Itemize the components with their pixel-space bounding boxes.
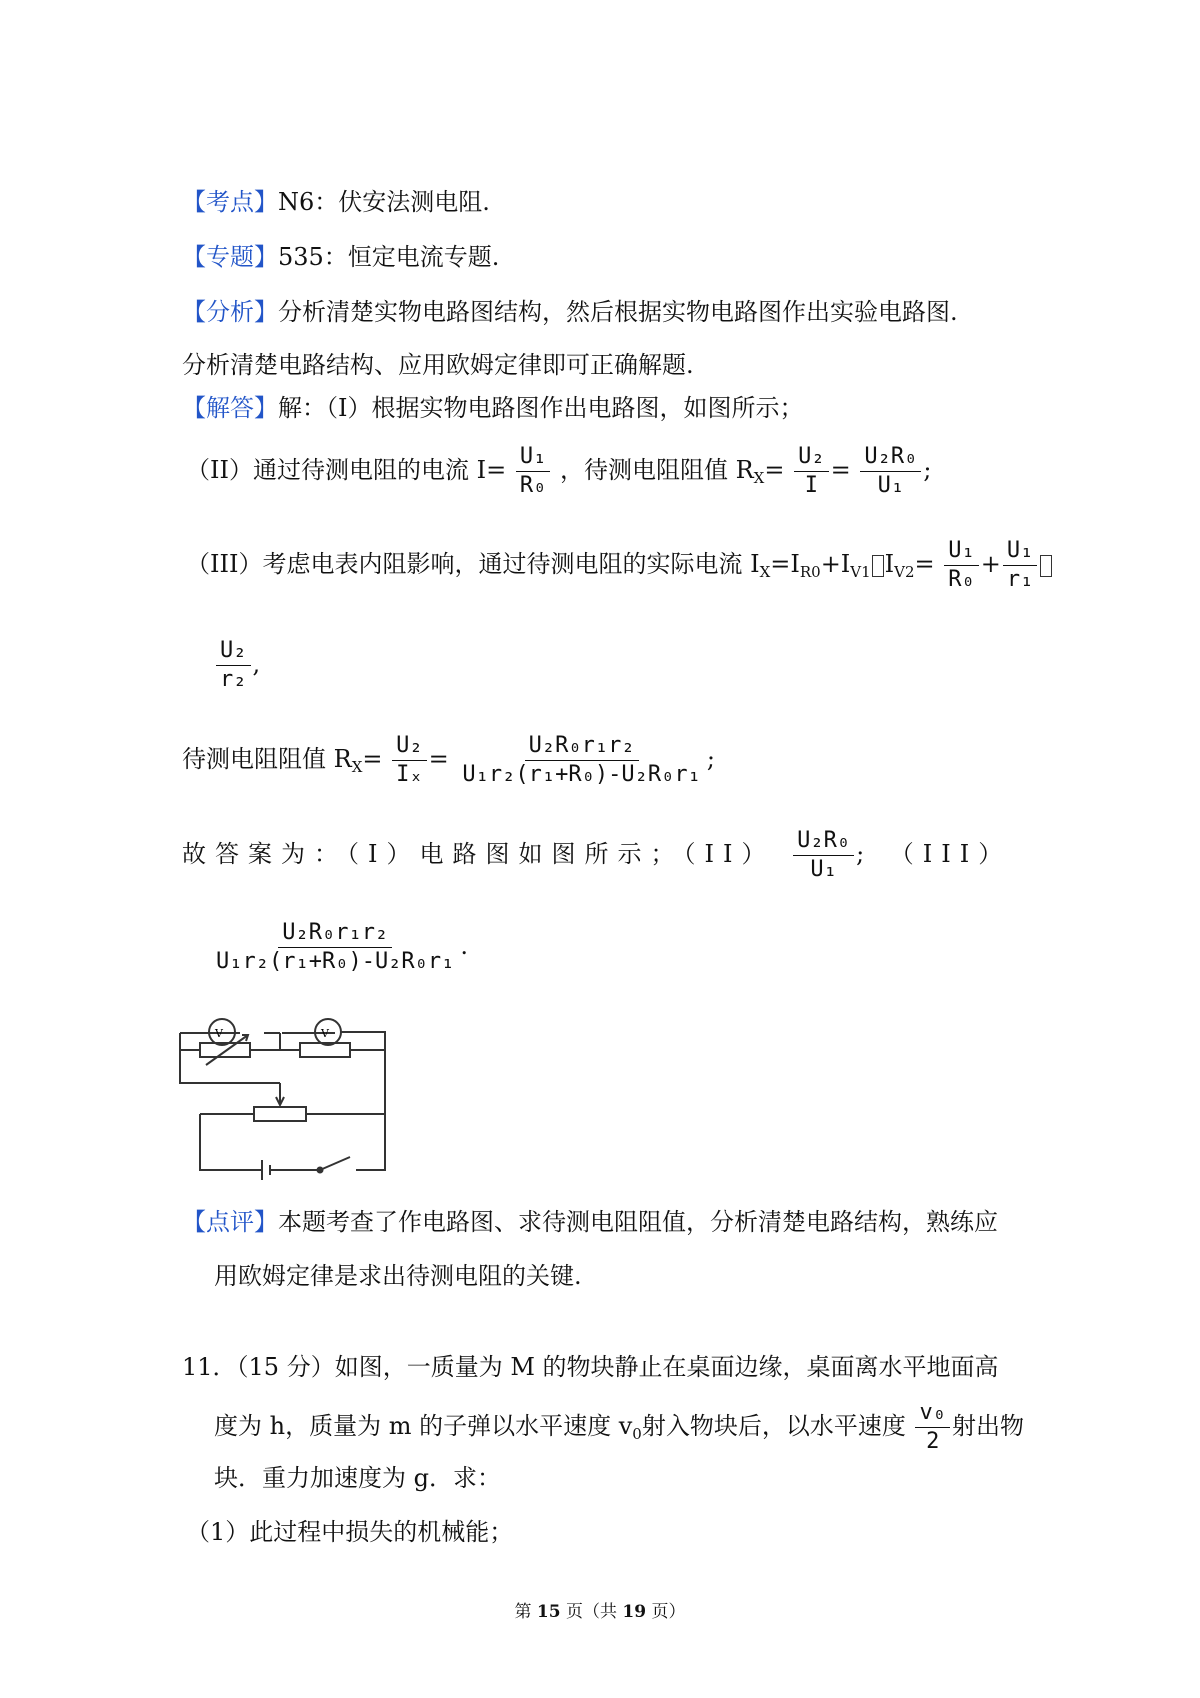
text-fenxi-2: 分析清楚电路结构、应用欧姆定律即可正确解题.	[182, 351, 694, 379]
part3-pre: （III）考虑电表内阻影响，通过待测电阻的实际电流 I	[186, 550, 760, 578]
line-jieda	[182, 396, 803, 420]
line-fenxi-2	[182, 353, 694, 377]
frac-u2-ix: $\frac{\text{U₂}}{\text{Iₓ}}$	[392, 735, 427, 786]
part2-mid: ，待测电阻阻值 R	[559, 456, 754, 484]
line-part2: （II）通过待测电阻的电流 I= $\frac{\text{U₁}}{\text{R₀}}$ ，待测电阻阻值 $R_X=$ $\frac{\text{U₂}}{I}$ = $\frac{\text{U₂R₀}}{\text{U₁}}$ ;	[186, 444, 932, 498]
frac-u1-r0-b: $\frac{\text{U₁}}{\text{R₀}}$	[944, 540, 979, 591]
frac-answer-iii: $\frac{\text{U₂R₀r₁r₂}}{\text{U₁r₂(r₁+R₀)-U₂R₀r₁}}$	[216, 920, 455, 974]
page-footer: 第 15 页（共 19 页）	[514, 1602, 686, 1622]
circuit-diagram	[170, 1005, 390, 1180]
tag-dianping: 【点评】	[182, 1208, 278, 1236]
frac-u1-r0: $\frac{\text{U₁}}{\text{R₀}}$	[516, 446, 551, 497]
line-dianping-2: 用欧姆定律是求出待测电阻的关键.	[214, 1262, 582, 1290]
switch-icon	[320, 1157, 350, 1170]
frac-u2r0-u1: $\frac{\text{U₂R₀}}{\text{U₁}}$	[860, 446, 921, 497]
frac-u2-i: $\frac{\text{U₂}}{I}$	[794, 446, 829, 497]
line-fenxi	[182, 300, 958, 324]
line-part3: （III）考虑电表内阻影响，通过待测电阻的实际电流 $I_X=I_{R0}+I_{V1}$ $I_{V2}=$ $\frac{\text{U₁}}{\text{R₀}}$ + $\frac{\text{U₁}}{\text{r₁}}$	[186, 540, 1053, 591]
frac-v0-2: $\frac{\text{v₀}}{2}$	[915, 1402, 950, 1453]
svg-text:V: V	[215, 1027, 223, 1040]
line-answer-iii: $\frac{\text{U₂R₀r₁r₂}}{\text{U₁r₂(r₁+R₀)-U₂R₀r₁}}$ .	[210, 922, 468, 973]
text-fenxi: 分析清楚实物电路图结构，然后根据实物电路图作出实验电路图.	[278, 298, 958, 326]
frac-big: $\frac{\text{U₂R₀r₁r₂}}{\text{U₁r₂(r₁+R₀)-U₂R₀r₁}}$	[462, 733, 701, 787]
missing-glyph-box	[872, 555, 884, 577]
tag-fenxi: 【分析】	[182, 298, 278, 326]
line-answer: 故答案为：（I）电路图如图所示；（II） $\frac{\text{U₂R₀}}{\text{U₁}}$ ; （III）	[182, 828, 1012, 882]
text-jieda: 解：（I）根据实物电路图作出电路图，如图所示；	[278, 394, 804, 422]
frac-answer-ii: $\frac{\text{U₂R₀}}{\text{U₁}}$	[793, 830, 854, 881]
battery-icon	[262, 1160, 270, 1180]
line-q11: 11．（15 分）如图，一质量为 M 的物块静止在桌面边缘，桌面离水平地面高	[182, 1353, 999, 1381]
missing-glyph-box-2	[1040, 555, 1052, 577]
frac-u2-r2: $\frac{\text{U₂}}{\text{r₂}}$	[216, 640, 251, 691]
line-q11-3: 块．重力加速度为 g．求：	[214, 1464, 501, 1492]
svg-text:V: V	[321, 1027, 329, 1040]
tag-zhuanti: 【专题】	[182, 243, 278, 271]
tag-jieda: 【解答】	[182, 394, 278, 422]
text-kaodian: N6：伏安法测电阻.	[278, 188, 490, 216]
frac-u1-r1: $\frac{\text{U₁}}{\text{r₁}}$	[1003, 540, 1038, 591]
part2-pre: （II）通过待测电阻的电流 I=	[186, 456, 507, 484]
line-rx-result: 待测电阻阻值 $R_X=$ $\frac{\text{U₂}}{\text{Iₓ}}$ = $\frac{\text{U₂R₀r₁r₂}}{\text{U₁r₂(r₁+R₀)-U₂R₀r₁}}$ ;	[182, 733, 715, 787]
text-zhuanti: 535：恒定电流专题.	[278, 243, 500, 271]
line-dianping: 【点评】本题考查了作电路图、求待测电阻阻值，分析清楚电路结构，熟练应	[182, 1208, 998, 1236]
line-kaodian	[182, 190, 490, 214]
line-q11-2: 度为 h，质量为 m 的子弹以水平速度 $v_0$射入物块后，以水平速度 $\frac{\text{v₀}}{2}$ 射出物	[214, 1400, 1024, 1454]
line-zhuanti	[182, 245, 499, 269]
tag-kaodian: 【考点】	[182, 188, 278, 216]
slide-rheostat-icon	[254, 1107, 306, 1121]
line-q11-sub1: （1）此过程中损失的机械能；	[186, 1518, 514, 1546]
line-part3-cont: $\frac{\text{U₂}}{\text{r₂}}$ ,	[214, 640, 260, 691]
